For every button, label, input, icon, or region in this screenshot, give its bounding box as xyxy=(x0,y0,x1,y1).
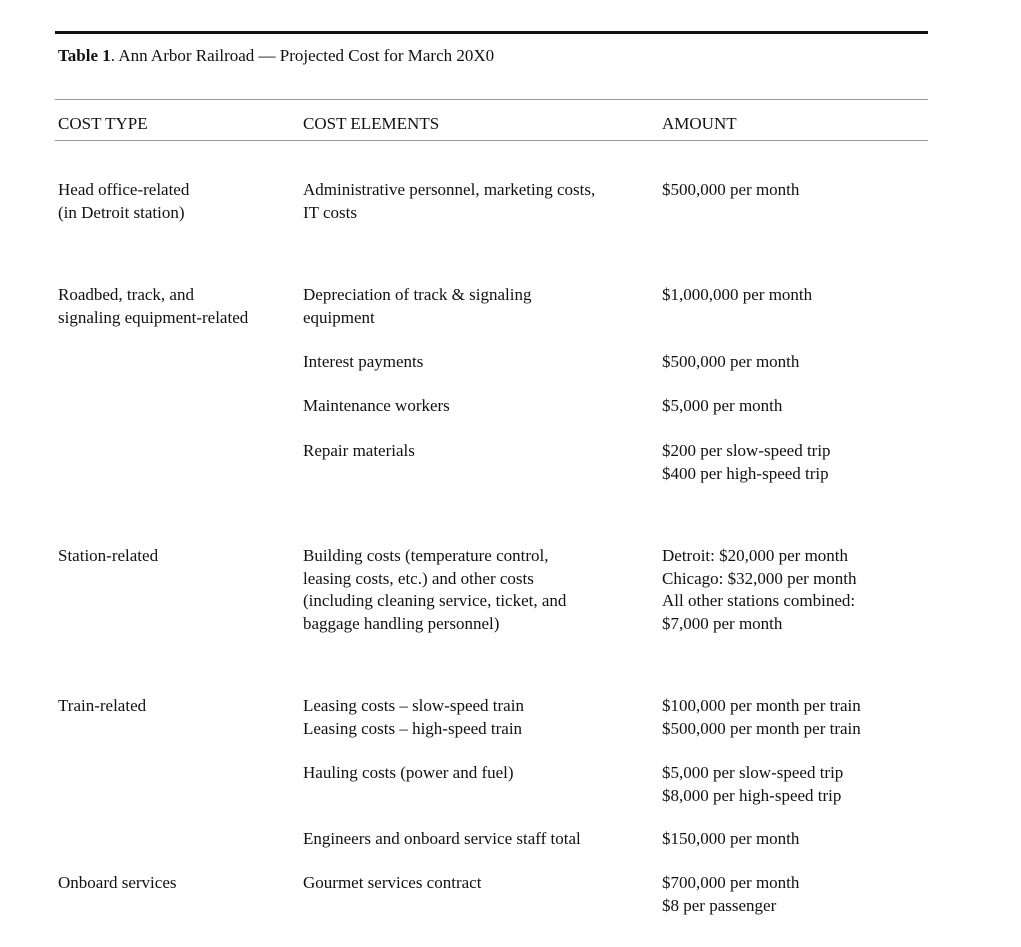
amount-maintenance-workers: $5,000 per month xyxy=(662,396,783,415)
amount-engineers-staff: $150,000 per month xyxy=(662,829,800,848)
header-top-rule xyxy=(55,99,928,100)
element-maintenance-workers: Maintenance workers xyxy=(303,396,450,415)
element-building-costs: Building costs (temperature control, leasing costs, etc.) and other costs (including cleaning service, ticket, and baggage handling personnel) xyxy=(303,546,567,633)
cost-type-train: Train-related xyxy=(58,696,147,715)
element-gourmet-services: Gourmet services contract xyxy=(303,873,482,892)
amount-repair-materials: $200 per slow-speed trip $400 per high-speed trip xyxy=(662,441,831,483)
cost-type-station: Station-related xyxy=(58,546,159,565)
header-cost-type: COST TYPE xyxy=(58,114,148,133)
element-interest-payments: Interest payments xyxy=(303,352,424,371)
amount-depreciation: $1,000,000 per month xyxy=(662,285,813,304)
amount-administrative: $500,000 per month xyxy=(662,180,800,199)
element-administrative: Administrative personnel, marketing costs, IT costs xyxy=(303,180,596,222)
element-repair-materials: Repair materials xyxy=(303,441,415,460)
element-engineers-staff: Engineers and onboard service staff total xyxy=(303,829,581,848)
amount-interest-payments: $500,000 per month xyxy=(662,352,800,371)
table-caption-title: . Ann Arbor Railroad — Projected Cost for March 20X0 xyxy=(110,46,495,65)
element-depreciation: Depreciation of track & signaling equipment xyxy=(303,285,532,327)
cost-type-head-office: Head office-related (in Detroit station) xyxy=(58,180,190,222)
amount-building-costs: Detroit: $20,000 per month Chicago: $32,000 per month All other stations combined: $7,000 per month xyxy=(662,546,857,633)
header-amount: AMOUNT xyxy=(662,114,737,133)
cost-type-roadbed: Roadbed, track, and signaling equipment-related xyxy=(58,285,249,327)
table-top-rule xyxy=(55,31,928,34)
table-caption xyxy=(58,46,494,66)
amount-gourmet-services: $700,000 per month $8 per passenger xyxy=(662,873,800,915)
amount-hauling-costs: $5,000 per slow-speed trip $8,000 per high-speed trip xyxy=(662,763,844,805)
element-hauling-costs: Hauling costs (power and fuel) xyxy=(303,763,514,782)
amount-leasing-costs: $100,000 per month per train $500,000 per month per train xyxy=(662,696,861,738)
element-leasing-costs: Leasing costs – slow-speed train Leasing costs – high-speed train xyxy=(303,696,524,738)
table-caption-label: Table 1 xyxy=(58,46,111,65)
header-cost-elements: COST ELEMENTS xyxy=(303,114,440,133)
cost-type-onboard: Onboard services xyxy=(58,873,177,892)
header-bottom-rule xyxy=(55,140,928,141)
